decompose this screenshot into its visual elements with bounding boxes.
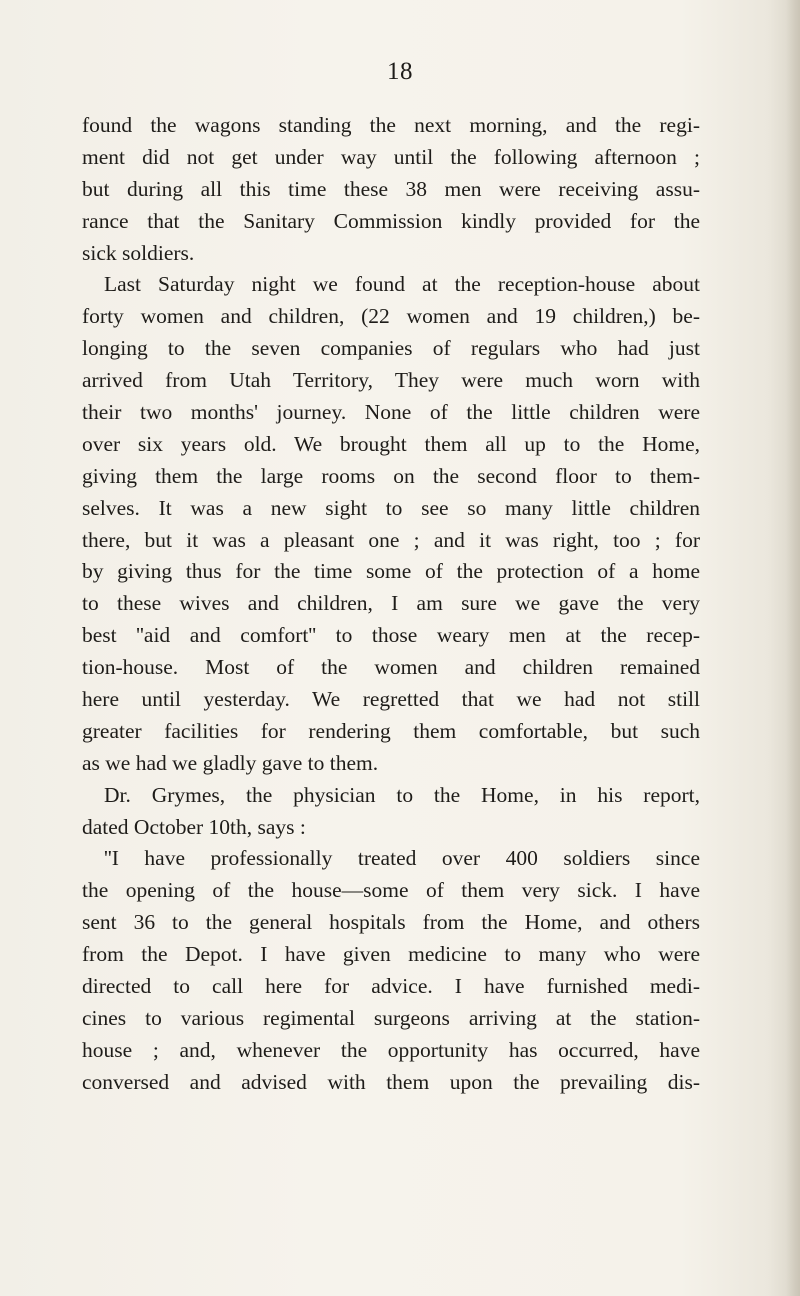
text-line: dated October 10th, says :	[82, 814, 306, 839]
text-line: ment did not get under way until the following afternoon ;	[82, 144, 700, 169]
text-line: Dr. Grymes, the physician to the Home, in his report,	[104, 782, 700, 807]
text-line: directed to call here for advice. I have furnished medi-	[82, 974, 700, 999]
text-line: conversed and advised with them upon the prevailing dis-	[82, 1069, 700, 1094]
text-line: over six years old. We brought them all up to the Home,	[82, 431, 700, 456]
text-line: forty women and children, (22 women and 19 children,) be-	[82, 304, 700, 329]
text-line: there, but it was a pleasant one ; and it was right, too ; for	[82, 527, 700, 552]
text-line: found the wagons standing the next morning, and the regi-	[82, 113, 700, 137]
text-line: Last Saturday night we found at the reception-house about	[104, 272, 700, 297]
text-line: giving them the large rooms on the second floor to them-	[82, 463, 700, 488]
text-line: longing to the seven companies of regulars who had just	[82, 336, 700, 361]
text-line: tion-house. Most of the women and children remained	[82, 655, 700, 680]
text-line: greater facilities for rendering them comfortable, but such	[82, 718, 700, 743]
text-line: here until yesterday. We regretted that we had not still	[82, 687, 700, 712]
text-line: the opening of the house—some of them very sick. I have	[82, 878, 700, 903]
text-line: as we had we gladly gave to them.	[82, 750, 379, 775]
page-number: 18	[387, 58, 413, 85]
text-line: but during all this time these 38 men were receiving assu-	[82, 176, 700, 201]
text-line: arrived from Utah Territory, They were much worn with	[82, 368, 700, 393]
text-line: to these wives and children, I am sure we gave the very	[82, 591, 700, 616]
text-line: cines to various regimental surgeons arriving at the station-	[82, 1005, 700, 1030]
text-line: selves. It was a new sight to see so many little children	[82, 495, 700, 520]
text-line: sick soldiers.	[82, 240, 195, 265]
text-line: by giving thus for the time some of the protection of a home	[82, 559, 700, 584]
body-text	[82, 110, 700, 1099]
text-line: best ''aid and comfort'' to those weary men at the recep-	[82, 623, 700, 648]
text-line: sent 36 to the general hospitals from the Home, and others	[82, 910, 700, 935]
text-line: ''I have professionally treated over 400 soldiers since	[104, 846, 700, 871]
page-edge-shadow	[786, 0, 800, 1296]
text-line: house ; and, whenever the opportunity has occurred, have	[82, 1037, 700, 1062]
text-line: from the Depot. I have given medicine to many who were	[82, 942, 700, 967]
text-line: their two months' journey. None of the little children were	[82, 400, 700, 425]
text-line: rance that the Sanitary Commission kindly provided for the	[82, 208, 700, 233]
